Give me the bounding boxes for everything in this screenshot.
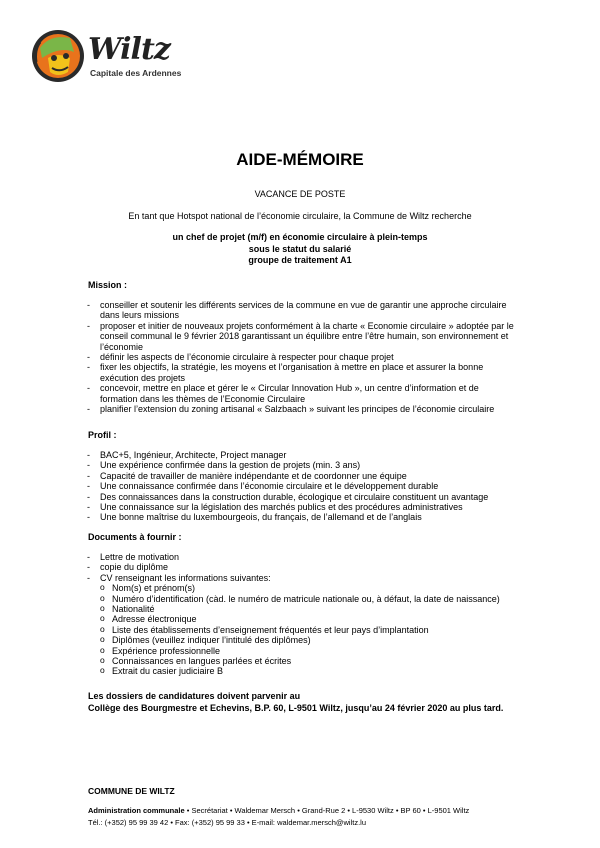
list-item: - Lettre de motivation: [88, 552, 518, 562]
sub-list-item: o Diplômes (veuillez indiquer l’intitulé des diplômes): [100, 635, 518, 645]
profil-list: [88, 450, 518, 523]
list-item: - copie du diplôme: [88, 562, 518, 572]
intro-text: En tant que Hotspot national de l’économie circulaire, la Commune de Wiltz recherche: [128, 211, 472, 221]
list-item: - Une expérience confirmée dans la gestion de projets (min. 3 ans): [88, 460, 518, 470]
closing-block: [88, 691, 528, 714]
logo-tagline: Capitale des Ardennes: [90, 68, 182, 78]
document-title: AIDE-MÉMOIRE: [236, 150, 364, 169]
cv-item-label: CV renseignant les informations suivantes:: [100, 572, 271, 583]
list-item: - Capacité de travailler de manière indépendante et de coordonner une équipe: [88, 471, 518, 481]
footer-admin-label: Administration communale: [88, 806, 185, 815]
logo-name: Wiltz: [88, 32, 170, 67]
list-item: - BAC+5, Ingénieur, Architecte, Project manager: [88, 450, 518, 460]
mission-heading: Mission :: [88, 280, 128, 290]
position-line: un chef de projet (m/f) en économie circulaire à plein-temps: [172, 232, 428, 242]
footer-contact-line: Tél.: (+352) 95 99 39 42 • Fax: (+352) 95 99 33 • E-mail: waldemar.mersch@wiltz.lu: [88, 818, 366, 827]
sub-list-item: o Liste des établissements d’enseignement fréquentés et leur pays d’implantation: [100, 625, 518, 635]
document-subtitle: VACANCE DE POSTE: [254, 189, 346, 199]
list-item: - proposer et initier de nouveaux projets conformément à la charte « Economie circulaire » adoptée par le conseil communal le 9 février 2018 garantissant un équilibre entre l’être humain, son environnement et l’économie: [88, 321, 518, 352]
footer-admin-line: [88, 806, 469, 815]
list-item: - Une bonne maîtrise du luxembourgeois, du français, de l’allemand et de l’anglais: [88, 512, 518, 522]
mission-list: [88, 300, 518, 414]
list-item: - Des connaissances dans la construction durable, écologique et circulaire constituent un avantage: [88, 492, 518, 502]
sub-list-item: o Numéro d’identification (càd. le numéro de matricule nationale ou, à défaut, la date de naissance): [100, 594, 518, 604]
position-line: groupe de traitement A1: [248, 255, 352, 265]
footer-admin-details: • Secrétariat • Waldemar Mersch • Grand-Rue 2 • L-9530 Wiltz • BP 60 • L-9501 Wiltz: [184, 806, 470, 815]
list-item: [88, 573, 518, 583]
closing-line: Les dossiers de candidatures doivent parvenir au: [88, 691, 301, 701]
list-item: - conseiller et soutenir les différents services de la commune en vue de garantir une approche circulaire dans leurs missions: [88, 300, 518, 321]
list-item: - définir les aspects de l’économie circulaire à respecter pour chaque projet: [88, 352, 518, 362]
list-item: - Une connaissance confirmée dans l’économie circulaire et le développement durable: [88, 481, 518, 491]
position-block: [0, 232, 600, 267]
footer-title: COMMUNE DE WILTZ: [88, 786, 175, 796]
position-line: sous le statut du salarié: [248, 243, 352, 254]
sub-list-item: o Nom(s) et prénom(s): [100, 583, 518, 593]
wiltz-logo: [30, 28, 200, 84]
sub-list-item: o Connaissances en langues parlées et écrites: [100, 656, 518, 666]
wiltz-face-logo-icon: [30, 28, 86, 84]
documents-heading: Documents à fournir :: [88, 532, 182, 542]
list-item: - concevoir, mettre en place et gérer le « Circular Innovation Hub », un centre d’information et de formation dans les thèmes de l’Economie Circulaire: [88, 383, 518, 404]
list-item: - fixer les objectifs, la stratégie, les moyens et l’organisation à mettre en place et assurer la bonne exécution des projets: [88, 362, 518, 383]
profil-section: [88, 430, 518, 523]
documents-section: [88, 532, 518, 677]
list-item: - Une connaissance sur la législation des marchés publics et des procédures administratives: [88, 502, 518, 512]
cv-sublist: [88, 583, 518, 677]
documents-list: [88, 552, 518, 583]
sub-list-item: o Expérience professionnelle: [100, 646, 518, 656]
profil-heading: Profil :: [88, 430, 117, 440]
sub-list-item: o Adresse électronique: [100, 614, 518, 624]
closing-line: Collège des Bourgmestre et Echevins, B.P. 60, L-9501 Wiltz, jusqu’au 24 février 2020 au plus tard.: [88, 702, 504, 713]
sub-list-item: o Nationalité: [100, 604, 518, 614]
sub-list-item: o Extrait du casier judiciaire B: [100, 666, 518, 676]
mission-section: [88, 280, 518, 414]
list-item: - planifier l’extension du zoning artisanal « Salzbaach » suivant les principes de l’économie circulaire: [88, 404, 518, 414]
